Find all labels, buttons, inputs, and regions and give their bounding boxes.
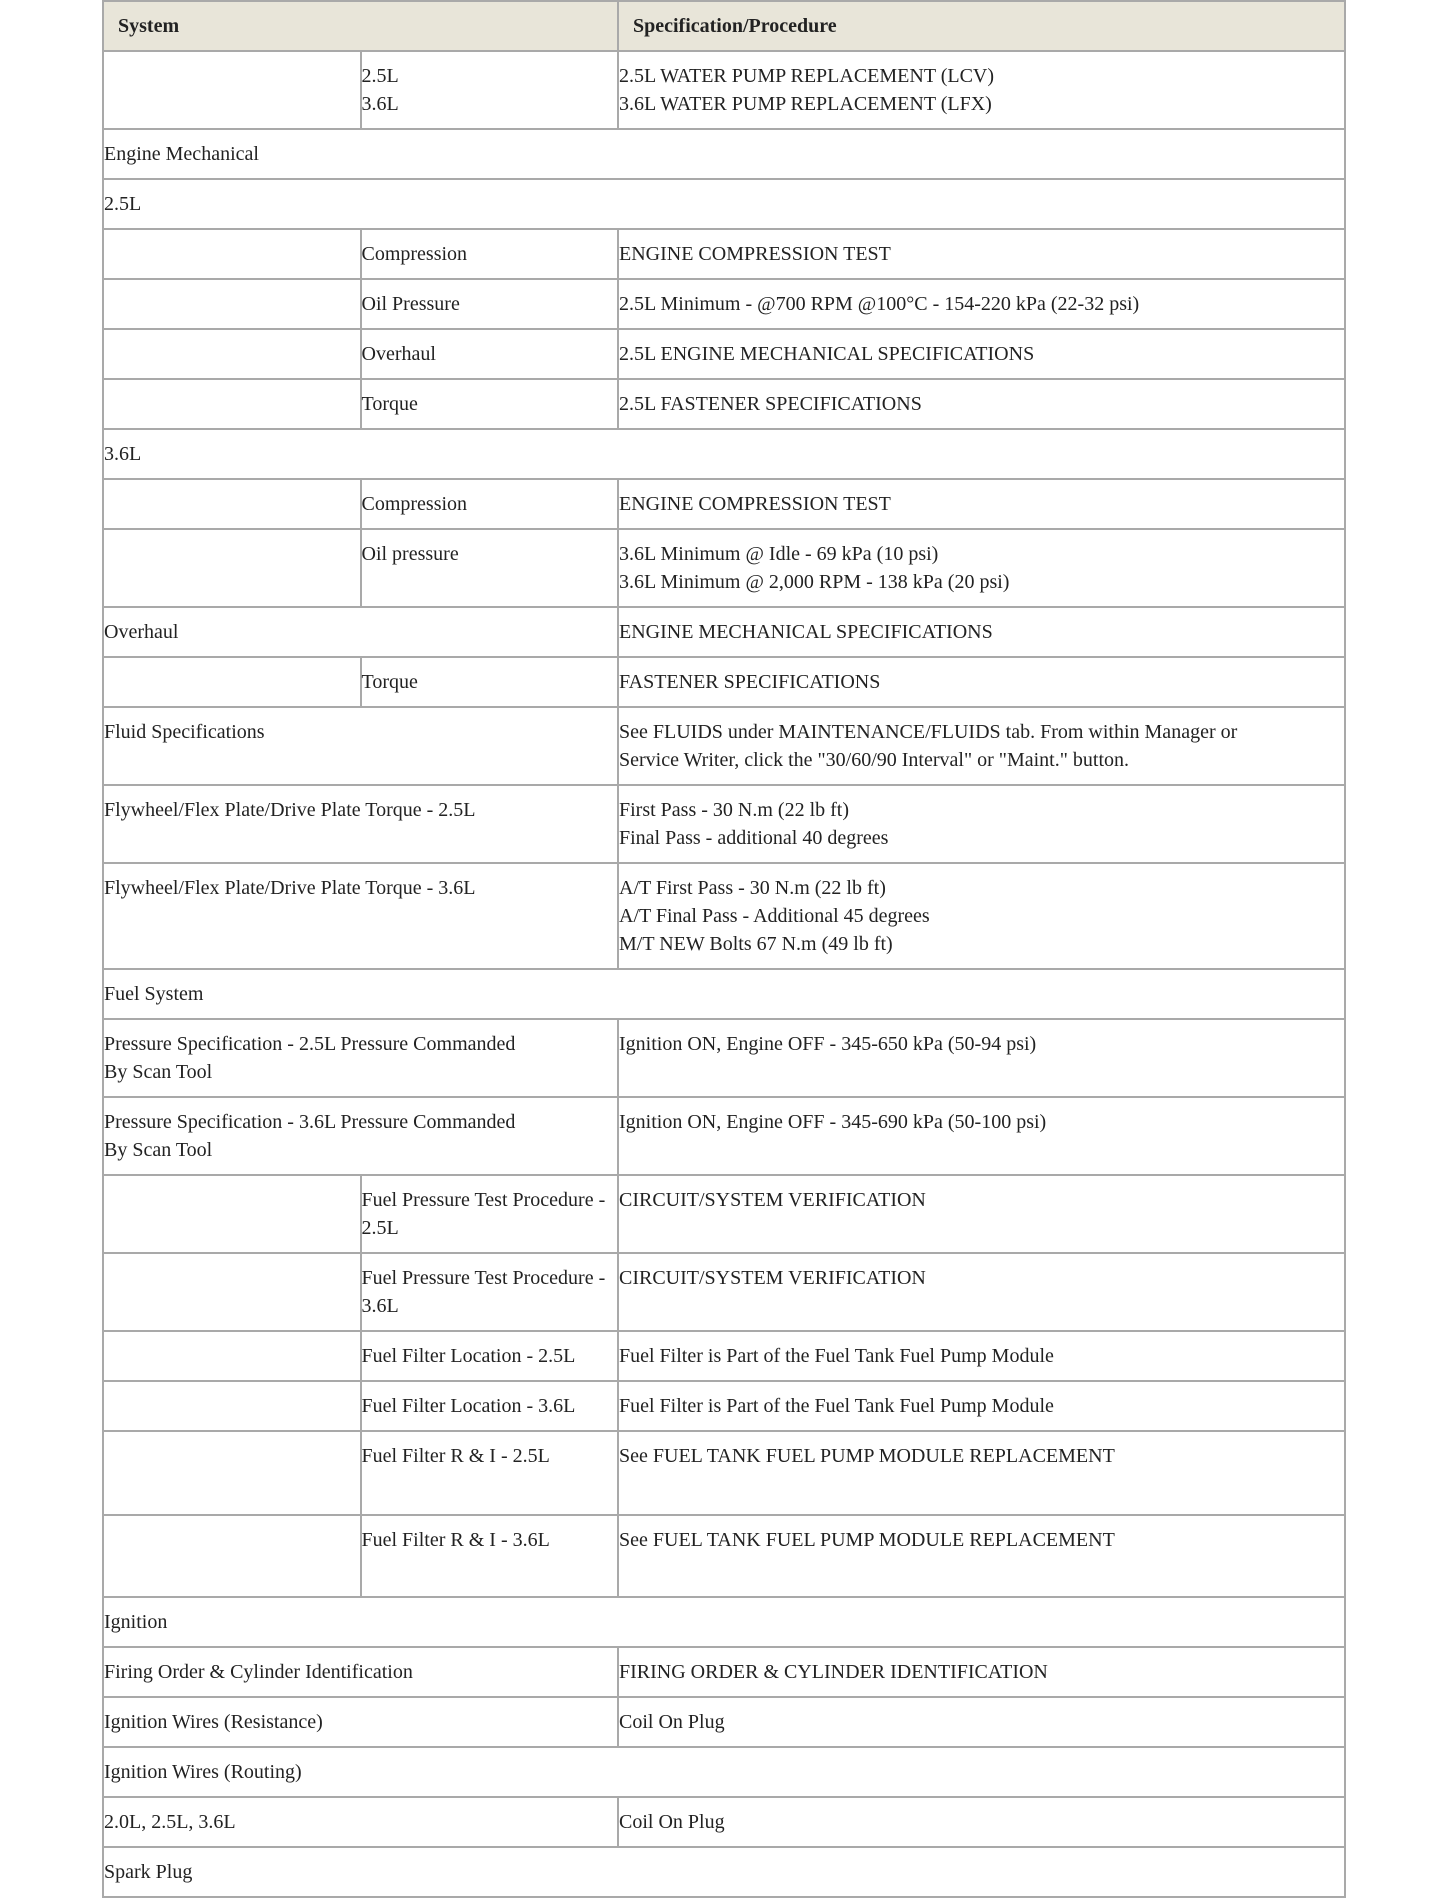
subsection-heading: 2.5L	[103, 179, 1345, 229]
system-text: Overhaul	[104, 621, 179, 643]
table-row	[103, 1431, 1345, 1515]
system-text: Compression	[361, 243, 468, 265]
table-row	[103, 863, 1345, 969]
system-text: 2.5L	[361, 65, 399, 87]
indent-cell	[103, 329, 361, 379]
indent-cell	[103, 479, 361, 529]
specification-cell	[618, 707, 1345, 785]
specification-cell	[618, 1097, 1345, 1175]
specification-cell	[618, 1647, 1345, 1697]
specification-text: 3.6L Minimum @ Idle - 69 kPa (10 psi)	[619, 543, 939, 565]
table-row	[103, 1697, 1345, 1747]
specification-text: ENGINE COMPRESSION TEST	[619, 243, 891, 265]
specification-text: CIRCUIT/SYSTEM VERIFICATION	[619, 1189, 926, 1211]
system-text: 3.6L	[361, 93, 399, 115]
table-row	[103, 1797, 1345, 1847]
system-text: By Scan Tool	[104, 1139, 213, 1161]
specification-cell	[618, 479, 1345, 529]
table-row	[103, 129, 1345, 179]
table-row	[103, 785, 1345, 863]
table-row	[103, 1597, 1345, 1647]
table-row	[103, 1175, 1345, 1253]
table-row	[103, 429, 1345, 479]
system-cell	[103, 1797, 618, 1847]
system-text: Pressure Specification - 2.5L Pressure Commanded	[104, 1033, 516, 1055]
specification-text: Fuel Filter is Part of the Fuel Tank Fuel Pump Module	[619, 1345, 1054, 1367]
indent-cell	[103, 279, 361, 329]
table-row	[103, 279, 1345, 329]
specification-text: 3.6L Minimum @ 2,000 RPM - 138 kPa (20 psi)	[619, 571, 1010, 593]
specification-text: M/T NEW Bolts 67 N.m (49 lb ft)	[619, 933, 893, 955]
indent-cell	[103, 1381, 361, 1431]
specification-cell	[618, 1381, 1345, 1431]
table-row	[103, 1647, 1345, 1697]
indent-cell	[103, 1253, 361, 1331]
system-text: Oil pressure	[361, 543, 459, 565]
system-cell	[103, 1647, 618, 1697]
system-cell	[361, 51, 619, 129]
indent-cell	[103, 51, 361, 129]
system-text: By Scan Tool	[104, 1061, 213, 1083]
specification-cell	[618, 329, 1345, 379]
specification-cell	[618, 379, 1345, 429]
system-cell	[361, 1331, 619, 1381]
system-cell	[361, 479, 619, 529]
specification-cell	[618, 1431, 1345, 1515]
system-text: Pressure Specification - 3.6L Pressure Commanded	[104, 1111, 516, 1133]
table-row	[103, 1381, 1345, 1431]
system-cell	[361, 229, 619, 279]
table-row	[103, 969, 1345, 1019]
system-text: Ignition Wires (Resistance)	[104, 1711, 323, 1733]
system-text: Torque	[361, 671, 418, 693]
system-text: Fuel Filter R & I - 2.5L	[361, 1445, 550, 1467]
system-cell	[103, 1097, 618, 1175]
table-row	[103, 379, 1345, 429]
system-cell	[103, 1697, 618, 1747]
specification-text: 2.5L ENGINE MECHANICAL SPECIFICATIONS	[619, 343, 1035, 365]
table-row	[103, 229, 1345, 279]
specification-text: See FUEL TANK FUEL PUMP MODULE REPLACEMENT	[619, 1529, 1115, 1551]
indent-cell	[103, 1431, 361, 1515]
system-text: Firing Order & Cylinder Identification	[104, 1661, 413, 1683]
system-cell	[361, 529, 619, 607]
specification-text: 3.6L WATER PUMP REPLACEMENT (LFX)	[619, 93, 992, 115]
system-cell	[103, 863, 618, 969]
specification-cell	[618, 529, 1345, 607]
table-row	[103, 1747, 1345, 1797]
system-cell	[361, 1381, 619, 1431]
table-row	[103, 51, 1345, 129]
table-row	[103, 657, 1345, 707]
specification-cell	[618, 863, 1345, 969]
system-text: Oil Pressure	[361, 293, 460, 315]
section-heading: Fuel System	[103, 969, 1345, 1019]
table-row	[103, 707, 1345, 785]
system-text: Torque	[361, 393, 418, 415]
table-row	[103, 1253, 1345, 1331]
section-heading: Engine Mechanical	[103, 129, 1345, 179]
table-row	[103, 1097, 1345, 1175]
indent-cell	[103, 657, 361, 707]
specification-text: First Pass - 30 N.m (22 lb ft)	[619, 799, 849, 821]
specification-cell	[618, 279, 1345, 329]
subsection-heading: 3.6L	[103, 429, 1345, 479]
indent-cell	[103, 1331, 361, 1381]
specification-cell	[618, 785, 1345, 863]
specification-text: 2.5L Minimum - @700 RPM @100°C - 154-220 kPa (22-32 psi)	[619, 293, 1140, 315]
system-text: Overhaul	[361, 343, 436, 365]
system-text: 2.0L, 2.5L, 3.6L	[104, 1811, 236, 1833]
specification-text: Coil On Plug	[619, 1711, 725, 1733]
specification-text: See FLUIDS under MAINTENANCE/FLUIDS tab. From within Manager or	[619, 721, 1238, 743]
indent-cell	[103, 1175, 361, 1253]
specification-text: Service Writer, click the "30/60/90 Interval" or "Maint." button.	[619, 749, 1129, 771]
header-specification: Specification/Procedure	[618, 1, 1345, 51]
table-row	[103, 479, 1345, 529]
specification-cell	[618, 1331, 1345, 1381]
system-text: Fuel Filter Location - 3.6L	[361, 1395, 576, 1417]
table-row	[103, 179, 1345, 229]
specification-text: 2.5L FASTENER SPECIFICATIONS	[619, 393, 922, 415]
specification-cell	[618, 1697, 1345, 1747]
system-cell	[361, 1515, 619, 1597]
specification-text: Coil On Plug	[619, 1811, 725, 1833]
specification-cell	[618, 657, 1345, 707]
specification-text: 2.5L WATER PUMP REPLACEMENT (LCV)	[619, 65, 995, 87]
specification-text: A/T First Pass - 30 N.m (22 lb ft)	[619, 877, 886, 899]
table-row	[103, 1019, 1345, 1097]
specification-text: Ignition ON, Engine OFF - 345-650 kPa (50-94 psi)	[619, 1033, 1037, 1055]
specifications-table	[102, 0, 1346, 1898]
table-header-row	[103, 1, 1345, 51]
system-cell	[361, 379, 619, 429]
specification-cell	[618, 1253, 1345, 1331]
table-row	[103, 1331, 1345, 1381]
indent-cell	[103, 529, 361, 607]
specification-cell	[618, 607, 1345, 657]
system-cell	[103, 785, 618, 863]
indent-cell	[103, 229, 361, 279]
system-cell	[103, 607, 618, 657]
specification-text: A/T Final Pass - Additional 45 degrees	[619, 905, 930, 927]
specification-cell	[618, 1019, 1345, 1097]
subsection-heading: Ignition Wires (Routing)	[103, 1747, 1345, 1797]
specification-text: ENGINE COMPRESSION TEST	[619, 493, 891, 515]
system-cell	[361, 1253, 619, 1331]
system-text: Fuel Filter R & I - 3.6L	[361, 1529, 550, 1551]
system-text: Flywheel/Flex Plate/Drive Plate Torque - 3.6L	[104, 877, 476, 899]
specification-text: FASTENER SPECIFICATIONS	[619, 671, 881, 693]
specification-cell	[618, 1797, 1345, 1847]
system-text: Flywheel/Flex Plate/Drive Plate Torque - 2.5L	[104, 799, 476, 821]
section-heading: Ignition	[103, 1597, 1345, 1647]
system-text: Fuel Pressure Test Procedure - 2.5L	[361, 1189, 606, 1239]
specification-text: Ignition ON, Engine OFF - 345-690 kPa (50-100 psi)	[619, 1111, 1047, 1133]
specification-text: FIRING ORDER & CYLINDER IDENTIFICATION	[619, 1661, 1048, 1683]
specification-text: Final Pass - additional 40 degrees	[619, 827, 889, 849]
specification-text: Fuel Filter is Part of the Fuel Tank Fuel Pump Module	[619, 1395, 1054, 1417]
specification-cell	[618, 229, 1345, 279]
specification-text: CIRCUIT/SYSTEM VERIFICATION	[619, 1267, 926, 1289]
system-cell	[103, 1019, 618, 1097]
indent-cell	[103, 379, 361, 429]
specification-text: See FUEL TANK FUEL PUMP MODULE REPLACEMENT	[619, 1445, 1115, 1467]
specification-text: ENGINE MECHANICAL SPECIFICATIONS	[619, 621, 993, 643]
table-body	[103, 51, 1345, 1897]
table-row	[103, 529, 1345, 607]
table-row	[103, 329, 1345, 379]
system-text: Fuel Pressure Test Procedure - 3.6L	[361, 1267, 606, 1317]
system-text: Compression	[361, 493, 468, 515]
system-text: Fuel Filter Location - 2.5L	[361, 1345, 576, 1367]
system-cell	[103, 707, 618, 785]
system-text: Fluid Specifications	[104, 721, 265, 743]
specification-cell	[618, 51, 1345, 129]
system-cell	[361, 657, 619, 707]
system-cell	[361, 1431, 619, 1515]
specification-cell	[618, 1515, 1345, 1597]
system-cell	[361, 279, 619, 329]
table-row	[103, 1847, 1345, 1897]
table-row	[103, 607, 1345, 657]
indent-cell	[103, 1515, 361, 1597]
section-heading: Spark Plug	[103, 1847, 1345, 1897]
system-cell	[361, 329, 619, 379]
table-row	[103, 1515, 1345, 1597]
system-cell	[361, 1175, 619, 1253]
header-system: System	[103, 1, 618, 51]
specification-cell	[618, 1175, 1345, 1253]
